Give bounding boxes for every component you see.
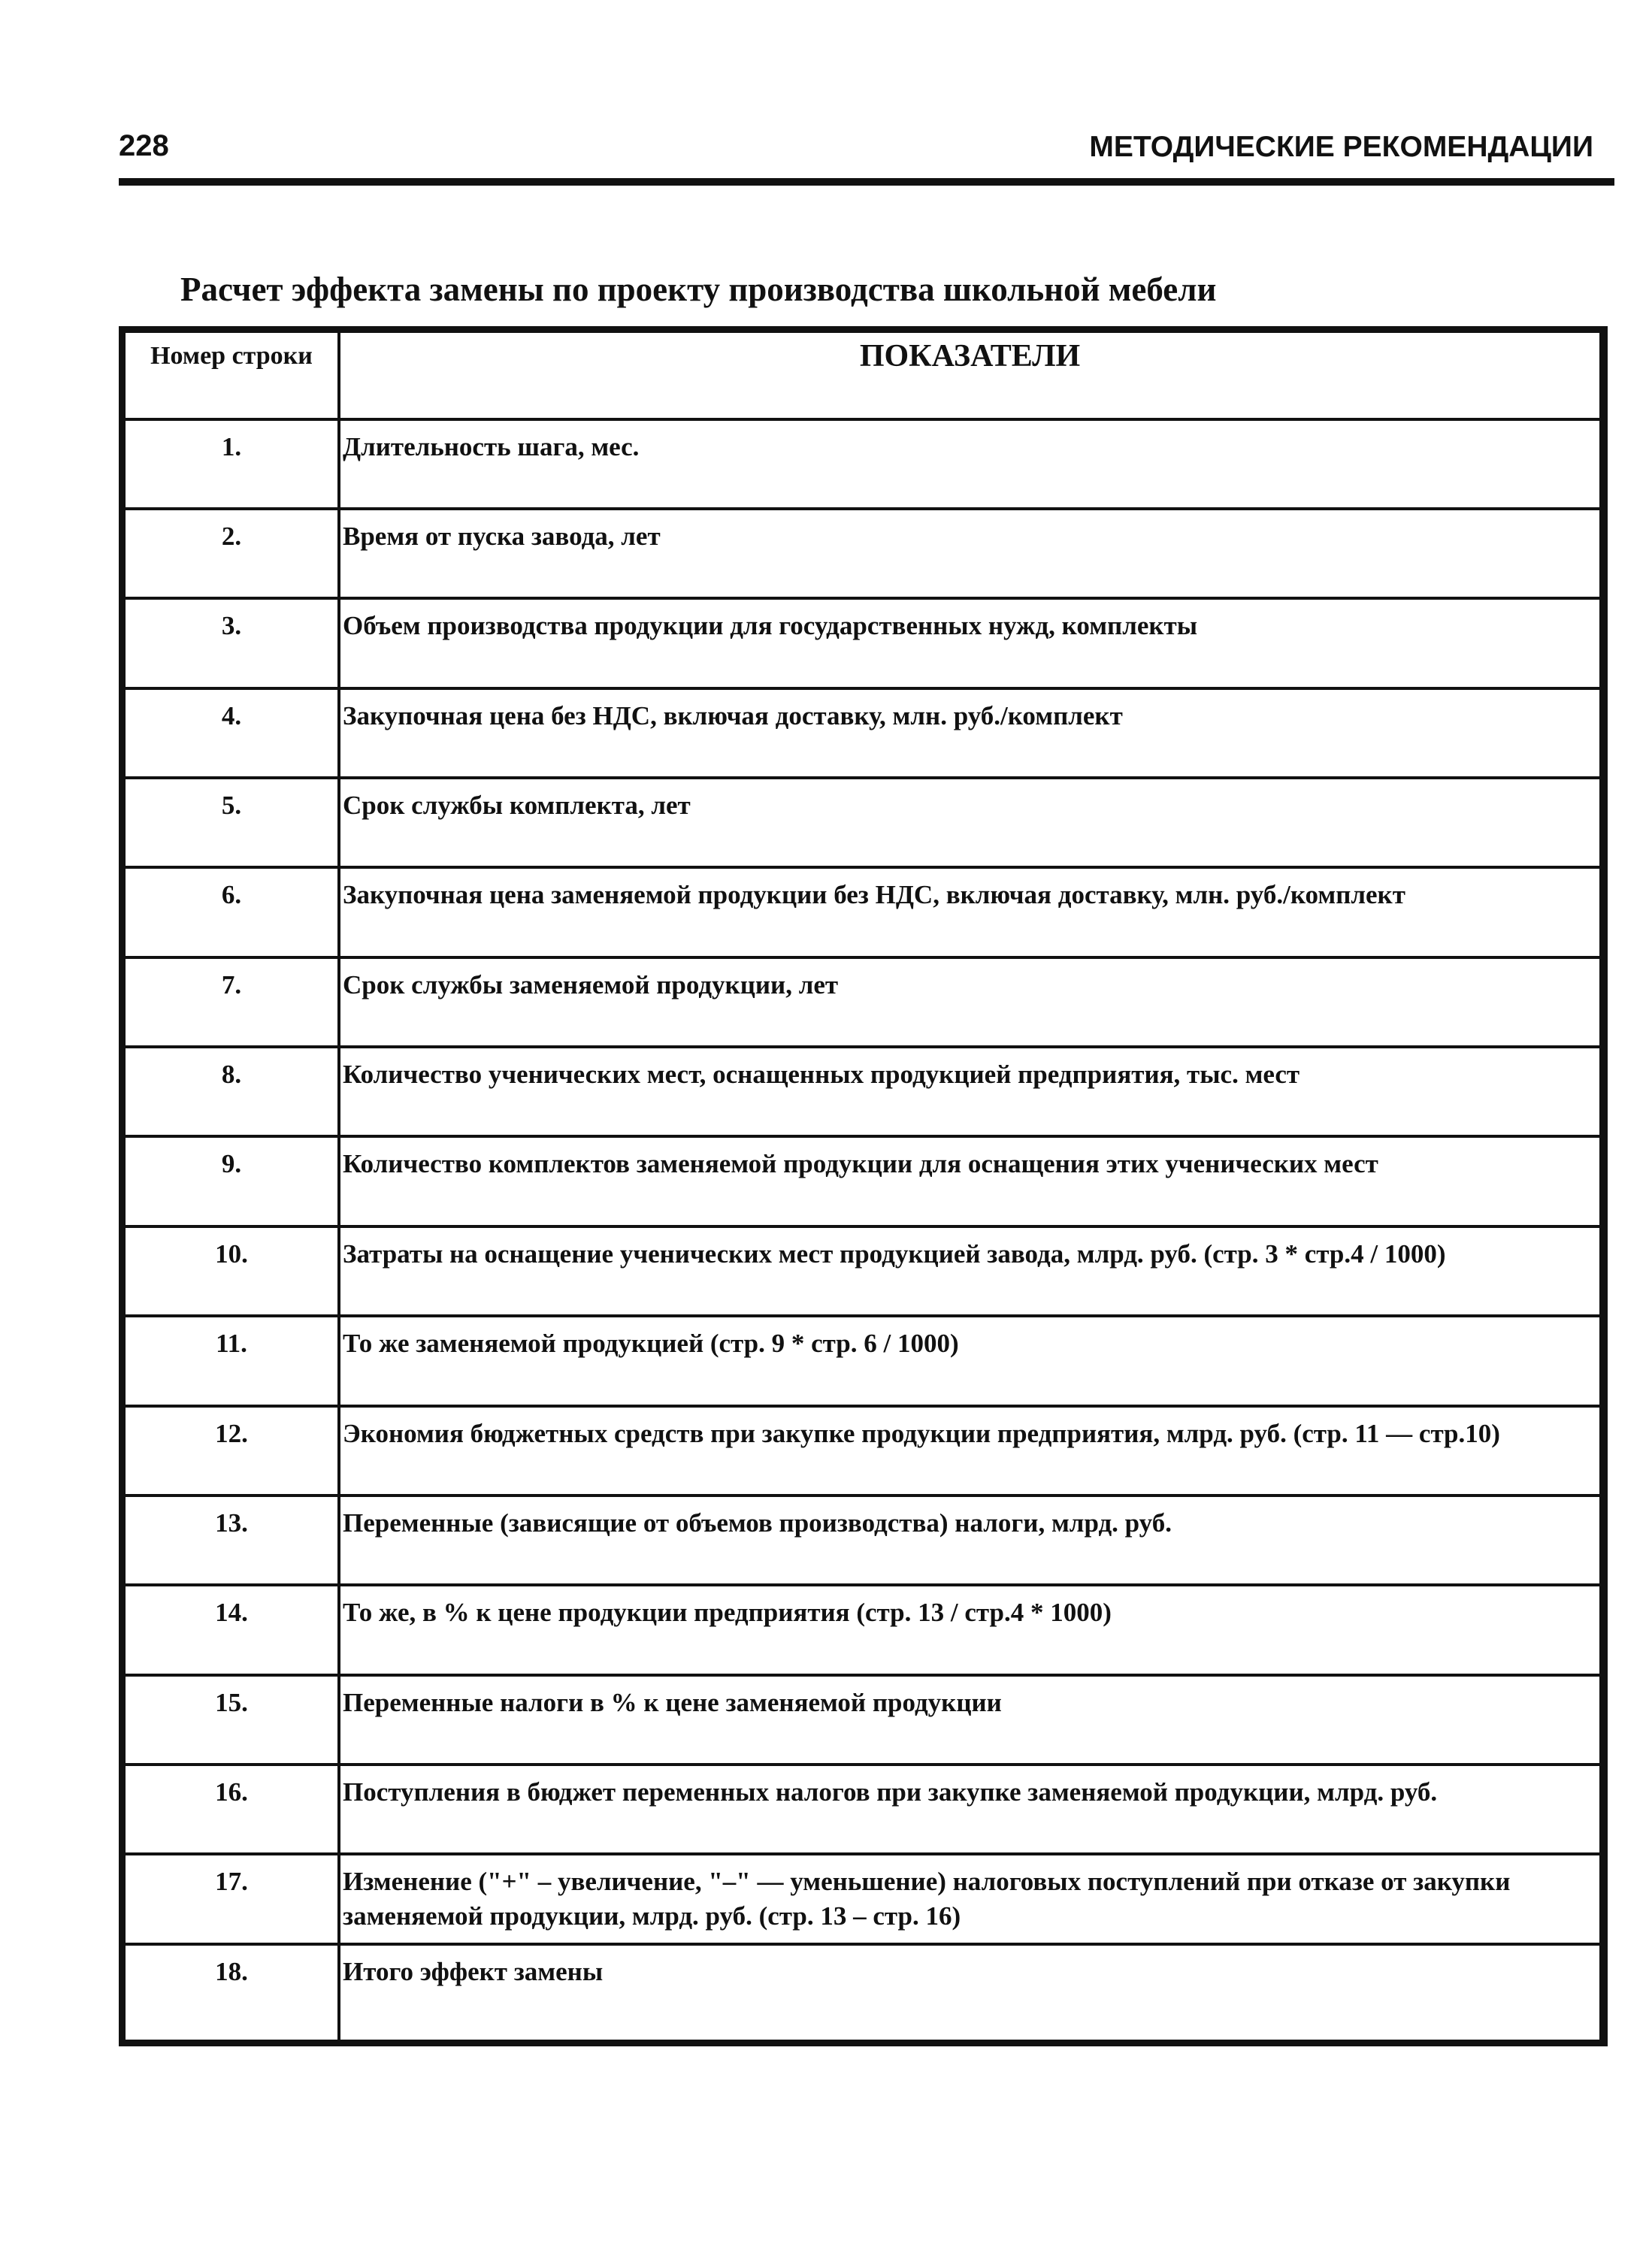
row-indicator: Закупочная цена без НДС, включая доставку, млн. руб./комплект xyxy=(343,701,1123,730)
row-number: 5. xyxy=(221,791,242,820)
page-number: 228 xyxy=(119,129,169,162)
row-indicator: Длительность шага, мес. xyxy=(343,432,640,461)
row-divider xyxy=(119,1405,1608,1408)
column-header-indicators: ПОКАЗАТЕЛИ xyxy=(859,339,1081,374)
row-divider xyxy=(119,507,1608,510)
row-divider xyxy=(119,1852,1608,1855)
row-indicator: Затраты на оснащение ученических мест продукцией завода, млрд. руб. (стр. 3 * стр.4 / 1000) xyxy=(343,1239,1446,1269)
row-indicator: Переменные налоги в % к цене заменяемой продукции xyxy=(343,1688,1002,1717)
column-header-number: Номер строки xyxy=(150,342,313,370)
row-number: 4. xyxy=(221,701,242,730)
row-indicator: Срок службы комплекта, лет xyxy=(343,791,691,820)
row-indicator: Количество ученических мест, оснащенных продукцией предприятия, тыс. мест xyxy=(343,1060,1300,1089)
row-number: 3. xyxy=(221,611,242,640)
row-indicator: Время от пуска завода, лет xyxy=(343,522,661,551)
row-number: 13. xyxy=(215,1508,248,1538)
row-divider xyxy=(119,1314,1608,1317)
row-divider xyxy=(119,597,1608,600)
row-indicator: Количество комплектов заменяемой продукции для оснащения этих ученических мест xyxy=(343,1149,1378,1178)
row-number: 9. xyxy=(221,1149,242,1178)
row-divider xyxy=(119,866,1608,869)
row-indicator: Срок службы заменяемой продукции, лет xyxy=(343,970,839,1000)
row-divider xyxy=(119,1225,1608,1228)
row-divider xyxy=(119,687,1608,690)
running-header: МЕТОДИЧЕСКИЕ РЕКОМЕНДАЦИИ xyxy=(1089,131,1593,163)
row-indicator: То же заменяемой продукцией (стр. 9 * стр. 6 / 1000) xyxy=(343,1329,959,1358)
row-indicator: Объем производства продукции для государственных нужд, комплекты xyxy=(343,611,1198,640)
row-indicator: Итого эффект замены xyxy=(343,1957,604,1986)
row-divider xyxy=(119,1135,1608,1138)
row-divider xyxy=(119,776,1608,779)
row-number: 17. xyxy=(215,1867,248,1896)
row-number: 18. xyxy=(215,1957,248,1986)
row-divider xyxy=(119,1045,1608,1048)
row-number: 1. xyxy=(221,432,242,461)
row-divider xyxy=(119,1674,1608,1677)
row-divider xyxy=(119,1583,1608,1586)
row-divider xyxy=(119,956,1608,959)
row-divider xyxy=(119,418,1608,421)
row-indicator: Экономия бюджетных средств при закупке продукции предприятия, млрд. руб. (стр. 11 — стр.10) xyxy=(343,1419,1500,1448)
row-divider xyxy=(119,1763,1608,1766)
row-number: 14. xyxy=(215,1598,248,1627)
row-indicator: Переменные (зависящие от объемов производства) налоги, млрд. руб. xyxy=(343,1508,1172,1538)
row-indicator: То же, в % к цене продукции предприятия (стр. 13 / стр.4 * 1000) xyxy=(343,1598,1112,1627)
row-divider xyxy=(119,1943,1608,1946)
row-number: 8. xyxy=(221,1060,242,1089)
row-number: 11. xyxy=(216,1329,247,1358)
row-number: 16. xyxy=(215,1777,248,1807)
table-title: Расчет эффекта замены по проекту производства школьной мебели xyxy=(180,271,1217,308)
header-rule xyxy=(119,178,1614,186)
row-number: 12. xyxy=(215,1419,248,1448)
row-divider xyxy=(119,1494,1608,1497)
row-indicator: Поступления в бюджет переменных налогов при закупке заменяемой продукции, млрд. руб. xyxy=(343,1777,1438,1807)
row-number: 2. xyxy=(221,522,242,551)
row-number: 10. xyxy=(215,1239,248,1269)
row-number: 7. xyxy=(221,970,242,1000)
row-number: 6. xyxy=(221,880,242,909)
row-number: 15. xyxy=(215,1688,248,1717)
row-indicator: Закупочная цена заменяемой продукции без НДС, включая доставку, млн. руб./комплект xyxy=(343,880,1405,909)
column-divider xyxy=(337,326,340,2046)
row-indicator: Изменение ("+" – увеличение, "–" — уменьшение) налоговых поступлений при отказе от закупки заменяемой продукции, млрд. руб. (стр. 13 – стр. 16) xyxy=(343,1867,1511,1931)
